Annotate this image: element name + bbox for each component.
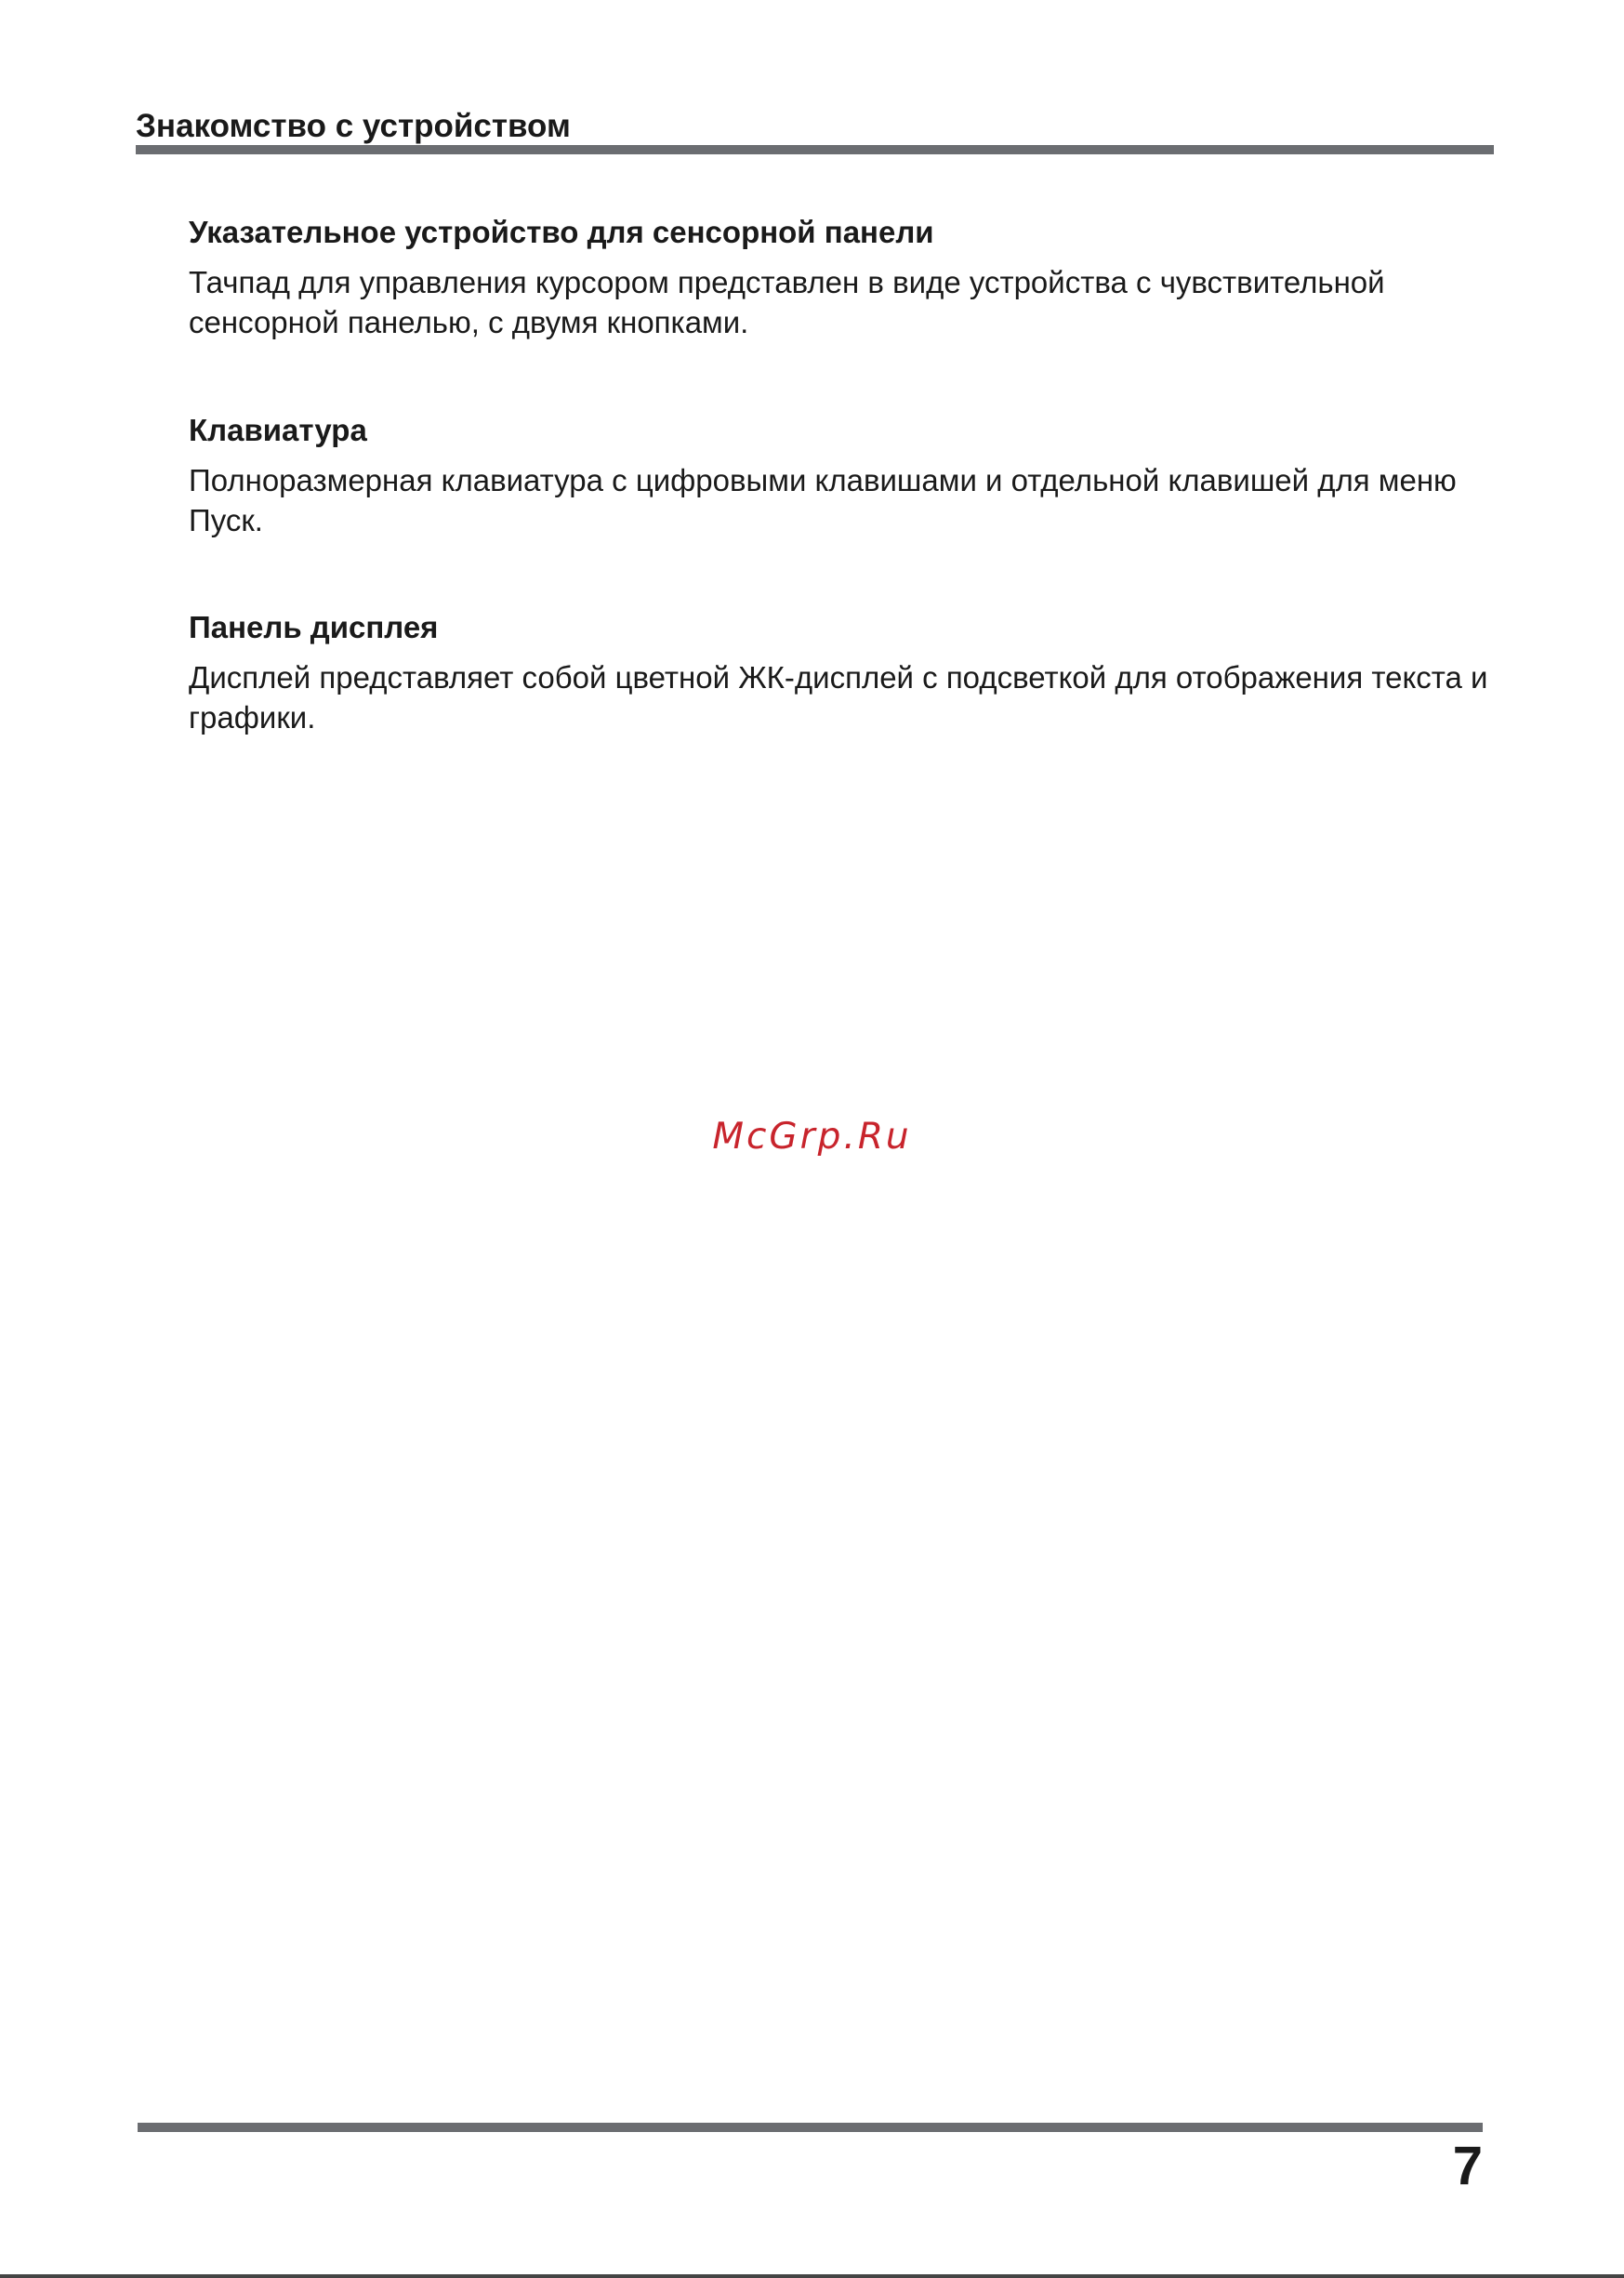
section-touchpad — [189, 212, 1509, 342]
section-keyboard — [189, 410, 1509, 540]
page-number: 7 — [1452, 2136, 1483, 2196]
section-heading: Указательное устройство для сенсорной панели — [189, 215, 934, 249]
section-body: Полноразмерная клавиатура с цифровыми клавишами и отдельной клавишей для меню Пуск. — [189, 463, 1457, 537]
page-bottom-edge — [0, 2274, 1624, 2278]
page-header-title: Знакомство с устройством — [136, 108, 571, 144]
footer-divider — [138, 2123, 1483, 2132]
section-body: Дисплей представляет собой цветной ЖК-дисплей с подсветкой для отображения текста и графики. — [189, 660, 1488, 735]
header-divider — [136, 145, 1494, 154]
watermark: McGrp.Ru — [712, 1116, 912, 1158]
section-display-panel — [189, 607, 1509, 737]
section-heading: Панель дисплея — [189, 610, 439, 644]
section-heading: Клавиатура — [189, 413, 367, 447]
section-body: Тачпад для управления курсором представлен в виде устройства с чувствительной сенсорной панелью, с двумя кнопками. — [189, 265, 1385, 339]
